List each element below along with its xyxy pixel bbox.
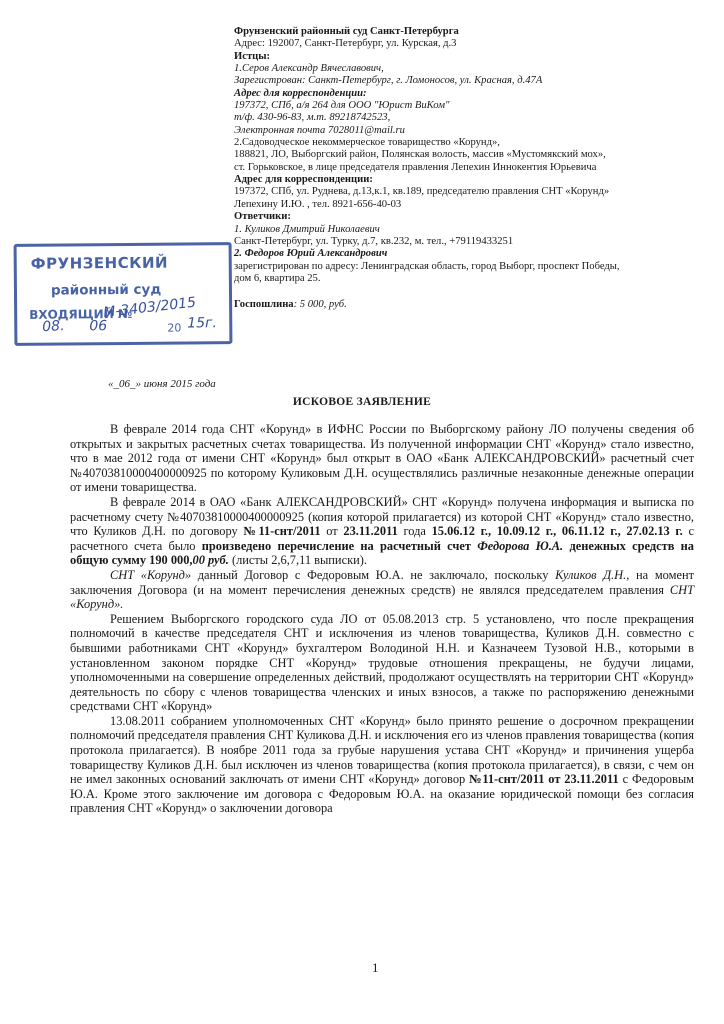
plaintiff-2-corr-name: Лепехину И.Ю. , тел. 8921-656-40-03 <box>234 198 402 210</box>
paragraph-3 <box>70 568 694 612</box>
defendant-2-address-1: зарегистрирован по адресу: Ленинградская область, город Выборг, проспект Победы, <box>234 260 620 272</box>
p2-transfer-text: произведено перечисление на расчетный счет <box>201 538 478 553</box>
p5-text-b: с Федоровым Ю.А. Кроме этого заключение им договора с Федоровым Ю.А. на оказание юридической помощи без согласия правления СНТ «Корунд» о заключении договора <box>70 772 694 816</box>
court-incoming-stamp <box>14 242 233 346</box>
document-date: «_06_» июня 2015 года <box>108 378 216 390</box>
p2-amount-kop: 00 руб. <box>192 553 229 568</box>
state-fee-value: : 5 000, руб. <box>293 299 347 311</box>
p2-text-g: (листы 2,6,7,11 выписки). <box>228 553 367 568</box>
p3-text-b: данный Договор с Федоровым Ю.А. не заключало, поскольку <box>191 567 556 582</box>
document-body <box>70 422 694 816</box>
page-number: 1 <box>372 960 379 975</box>
plaintiff-2-line2: 188821, ЛО, Выборгский район, Полянская волость, массив «Мустомякский мох», <box>234 149 606 161</box>
stamp-handwritten-day: 08. <box>41 317 66 336</box>
plaintiff-1-name: 1.Серов Александр Вячеславович, <box>234 63 384 75</box>
p2-text-c: года <box>397 524 432 539</box>
stamp-court-name: ФРУНЗЕНСКИЙ <box>30 253 169 273</box>
paragraph-4: Решением Выборгского городского суда ЛО от 05.08.2013 стр. 5 установлено, что после прекращения полномочий в качестве председателя СНТ и исключения из членов товарищества, Куликов Д.Н. совместно с бывшими работниками СНТ «Корунд» бухгалтером Володиной Н.Н. и Казначеем Тузовой Н.В., которыми в установленном законом порядке СНТ «Корунд» трудовые отношения прекращены, не будучи лицами, уполномоченными на совершение определенных действий, продолжают осуществлять на территории СНТ «Корунд» деятельность по сбору с членов товарищества членских и иных взносов, а также по распоряжению денежными средствами СНТ «Корунд» <box>70 611 694 714</box>
p2-contract-number: №11-снт/2011 <box>243 524 321 539</box>
stamp-year-hand: 15г. <box>187 315 217 332</box>
plaintiff-1-registration: Зарегистрован: Санкт-Петербург, г. Ломоносов, ул. Красная, д.47А <box>234 75 543 87</box>
plaintiffs-title: Истцы: <box>234 50 271 62</box>
plaintiff-2-line3: ст. Горьковское, в лице председателя правления Лепехин Иннокентия Юрьевича <box>234 161 597 173</box>
plaintiff-2-corr-title: Адрес для корреспонденции: <box>234 174 373 186</box>
defendant-2-address-2: дом 6, квартира 25. <box>234 272 321 284</box>
stamp-court-type: районный суд <box>50 281 162 299</box>
state-fee-label: Госпошлина <box>234 299 294 311</box>
p5-contract: №11-снт/2011 от 23.11.2011 <box>469 772 619 787</box>
addressee-block <box>234 26 704 312</box>
state-fee <box>234 299 704 311</box>
p3-snt-end: СНТ «Корунд». <box>70 582 694 612</box>
plaintiff-2-corr-address: 197372, СПб, ул. Руднева, д.13,к.1, кв.189, председателю правления СНТ «Корунд» <box>234 186 610 198</box>
document-title: ИСКОВОЕ ЗАЯВЛЕНИЕ <box>292 396 432 408</box>
stamp-year-print: 20 <box>167 321 182 335</box>
defendant-1-name: 1. Куликов Дмитрий Николаевич <box>234 223 380 235</box>
stamp-handwritten-month: 06 <box>89 318 108 335</box>
p2-text-d: с расчетного счета было <box>70 524 694 553</box>
paragraph-5 <box>70 714 694 816</box>
paragraph-1: В феврале 2014 года СНТ «Корунд» в ИФНС России по Выборгскому району ЛО получены сведения об открытых и закрытых расчетных счетах товарищества. Из полученной информации СНТ «Корунд» стало известно, что в мае 2012 года от имени СНТ «Корунд» был открыт в ОАО «Банк АЛЕКСАНДРОВСКИЙ» расчетный счет №40703810000400000925 по которому Куликовым Д.Н. осуществлялись различные незаконные денежные операции от имени товарищества. <box>70 422 694 495</box>
p2-contract-date: 23.11.2011 <box>343 524 398 539</box>
p5-text-a: 13.08.2011 собранием уполномоченных СНТ «Корунд» было принято решение о досрочном прекращении полномочий председателя правления СНТ Куликова Д.Н. и исключения его из членов правления товарищества (копия протокола прилагается). В ноябре 2011 года за грубые нарушения устава СНТ «Корунд» и причинения ущерба товариществу Куликов Д.Н. был исключен из членов товарищества (копия протокола прилагается), в связи, с чем он не имел законных оснований заключать от имени СНТ «Корунд» договор <box>70 713 694 787</box>
court-address: Адрес: 192007, Санкт-Петербург, ул. Курская, д.3 <box>234 38 457 50</box>
p2-transfer-dates: 15.06.12 г., 10.09.12 г., 06.11.12 г., 27.02.13 г. <box>431 524 683 539</box>
plaintiff-2-line1: 2.Садоводческое некоммерческое товарищество «Корунд», <box>234 137 500 149</box>
court-name: Фрунзенский районный суд Санкт-Петербурга <box>234 26 459 37</box>
p2-text-b: от <box>320 524 344 539</box>
p3-kulikov: Куликов Д.Н., <box>555 567 630 582</box>
defendant-2-name: 2. Федоров Юрий Александрович <box>234 248 388 260</box>
p2-fedorov: Федорова Ю.А. <box>477 538 564 553</box>
stamp-handwritten-number: М-3403/2015 <box>102 294 197 321</box>
p2-text-a: В феврале 2014 в ОАО «Банк АЛЕКСАНДРОВСКИЙ» СНТ «Корунд» получена информация и выписка по расчетному счету №40703810000400000925 (копия которой прилагается) из которой СНТ «Корунд» стало известно, что Куликов Д.Н. по договору <box>70 494 694 539</box>
plaintiff-1-corr-address: 197372, СПб, а/я 264 для ООО "Юрист ВиКом" <box>234 100 450 112</box>
stamp-incoming-label: ВХОДЯЩИЙ № <box>29 306 133 322</box>
plaintiff-1-corr-title: Адрес для корреспонденции: <box>234 87 367 99</box>
plaintiff-1-email: Электронная почта 7028011@mail.ru <box>234 124 405 136</box>
p3-snt: СНТ «Корунд» <box>110 567 192 582</box>
defendants-title: Ответчики: <box>234 211 291 223</box>
plaintiff-1-phone: т/ф. 430-96-83, м.т. 89218742523, <box>234 112 391 124</box>
p3-text-d: на момент заключения Договора (и на момент перечисления денежных средств) не являлся председателем правления <box>70 567 695 597</box>
paragraph-2 <box>70 495 694 568</box>
defendant-1-address: Санкт-Петербург, ул. Турку, д.7, кв.232, м. тел., +79119433251 <box>234 235 514 247</box>
p2-amount: денежных средств на общую сумму 190 000, <box>70 538 695 568</box>
